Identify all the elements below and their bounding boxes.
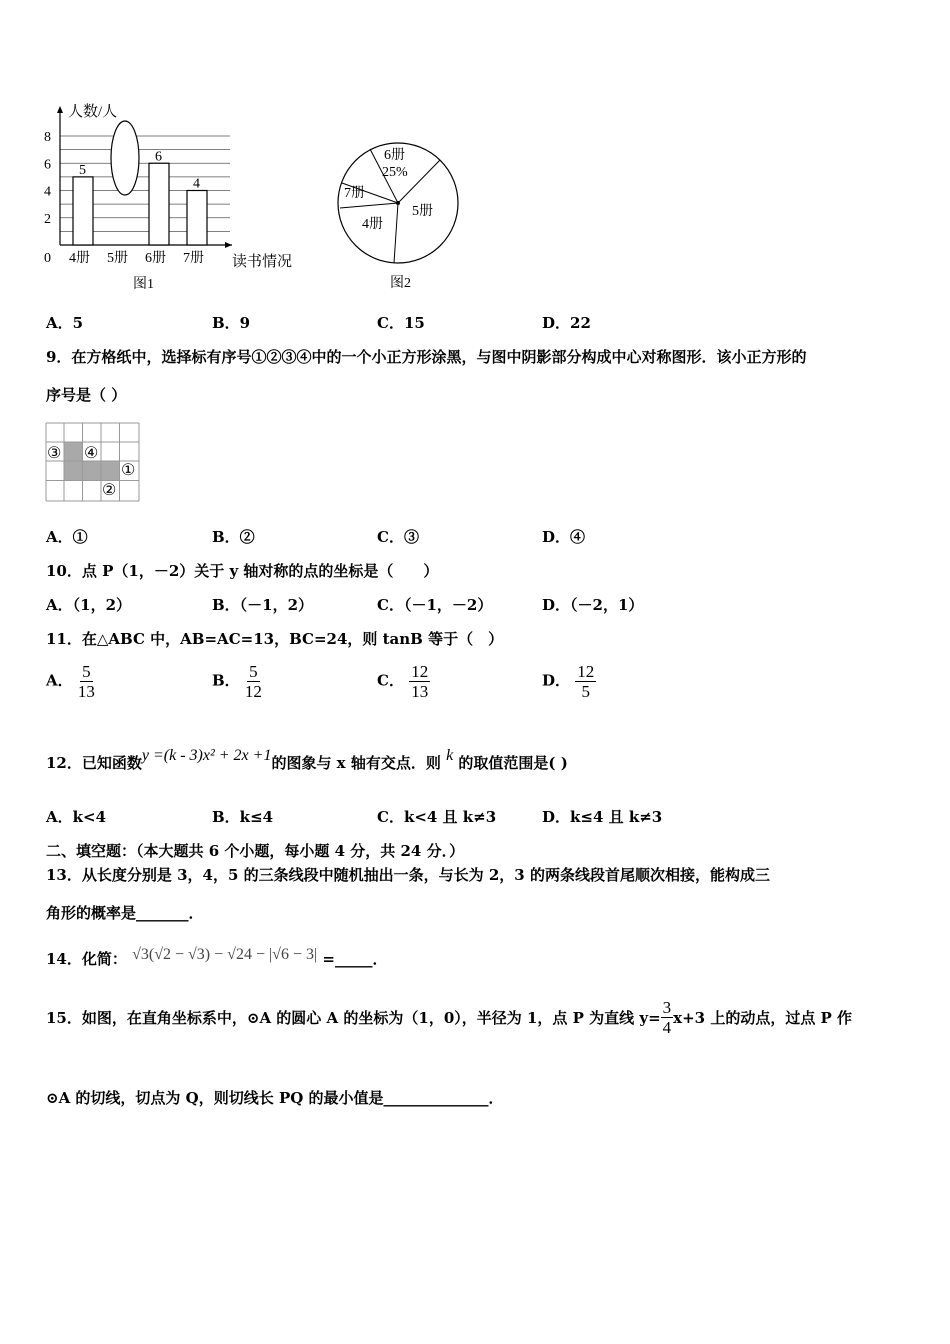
- q8-option-a[interactable]: A．5: [46, 314, 84, 332]
- fraction-numerator: 3: [662, 998, 672, 1017]
- q9-option-c[interactable]: C．③: [377, 528, 419, 546]
- q12-formula: y =(k - 3)x² + 2x +1: [141, 747, 272, 764]
- q10-question: 10．点 P（1，－2）关于 y 轴对称的点的坐标是（ ）: [46, 562, 439, 580]
- pie-label-7: 7册: [344, 186, 365, 201]
- q12-option-d[interactable]: D．k≤4 且 k≠3: [542, 808, 663, 826]
- q14-formula: √3(√2 − √3) − √24 − |√6 − 3|: [132, 946, 318, 963]
- q12-middle: 的图象与 x 轴有交点．则: [271, 754, 441, 772]
- option-letter: B．: [212, 671, 240, 690]
- q14-prefix: 14．化简：: [46, 950, 127, 968]
- x-tick-label: 4册: [69, 251, 90, 266]
- q11-question: 11．在△ABC 中，AB=AC=13，BC=24，则 tanB 等于（ ）: [46, 630, 504, 648]
- q11-option-b[interactable]: [212, 662, 262, 701]
- q13-line-1: 13．从长度分别是 3，4，5 的三条线段中随机抽出一条，与长为 2，3 的两条线段首尾顺次相接，能构成三: [46, 866, 770, 884]
- q11-option-c[interactable]: [377, 662, 430, 701]
- grid-shaded-cell: [64, 442, 83, 462]
- pie-divider: [340, 203, 398, 208]
- pie-label-6: 6册: [384, 148, 405, 163]
- pie-caption: 图2: [390, 276, 411, 291]
- option-letter: C．: [377, 671, 404, 690]
- figure-1: [40, 98, 310, 298]
- q10-option-a[interactable]: A．（1，2）: [46, 596, 132, 614]
- pie-center: [396, 201, 400, 205]
- option-letter: D．: [542, 671, 571, 690]
- bar-chart: [40, 98, 310, 298]
- q10-option-d[interactable]: D．（－2，1）: [542, 596, 644, 614]
- q8-option-c[interactable]: C．15: [377, 314, 425, 332]
- fraction-denominator: 13: [411, 682, 429, 701]
- q11-option-d[interactable]: [542, 662, 596, 701]
- pie-divider: [394, 203, 398, 263]
- figure-2: [330, 135, 470, 295]
- fraction-denominator: 4: [662, 1018, 672, 1037]
- q13-line-2: 角形的概率是_______．: [46, 904, 204, 922]
- q12-suffix: 的取值范围是( ): [458, 754, 568, 772]
- grid-label-2: ②: [102, 482, 117, 499]
- pie-label-5: 5册: [412, 204, 433, 219]
- fraction-numerator: 12: [411, 662, 429, 681]
- grid-shaded-cell: [82, 461, 101, 481]
- q9-line-2: 序号是（ ）: [46, 386, 127, 404]
- q12-option-a[interactable]: A．k<4: [46, 808, 107, 826]
- grid-shaded-cell: [64, 461, 83, 481]
- q10-option-b[interactable]: B．（－1，2）: [212, 596, 314, 614]
- q12-option-b[interactable]: B．k≤4: [212, 808, 274, 826]
- q15-fraction: [661, 998, 674, 1037]
- y-tick-label: 2: [44, 211, 51, 227]
- chart-caption: 图1: [133, 277, 154, 292]
- fraction-denominator: 13: [77, 682, 95, 701]
- bar: [187, 191, 207, 246]
- x-axis-arrow: [225, 242, 232, 248]
- fraction-numerator: 12: [577, 662, 595, 681]
- pie-label-6-pct: 25%: [382, 165, 408, 180]
- fraction: [575, 662, 596, 701]
- q12-option-c[interactable]: C．k<4 且 k≠3: [377, 808, 497, 826]
- q9-option-d[interactable]: D．④: [542, 528, 586, 546]
- fraction: [78, 662, 95, 701]
- q15-line-2: ⊙A 的切线，切点为 Q，则切线长 PQ 的最小值是______________．: [46, 1089, 504, 1107]
- pie-chart: [330, 135, 470, 295]
- x-tick-label: 5册: [107, 251, 128, 266]
- grid-label-4: ④: [84, 445, 99, 462]
- q11-option-a[interactable]: [46, 662, 95, 701]
- fraction-denominator: 12: [244, 682, 262, 701]
- fraction: [409, 662, 430, 701]
- option-letter: A．: [46, 671, 73, 690]
- q9-grid-figure: [45, 422, 140, 502]
- grid-label-1: ①: [121, 462, 136, 479]
- q9-line-1: 9．在方格纸中，选择标有序号①②③④中的一个小正方形涂黑，与图中阴影部分构成中心对称图形．该小正方形的: [46, 348, 807, 366]
- q9-option-a[interactable]: A．①: [46, 528, 88, 546]
- q14-suffix: =_____．: [322, 950, 388, 968]
- fraction: [245, 662, 262, 701]
- pie-label-4: 4册: [362, 217, 383, 232]
- section-heading: 二、填空题：（本大题共 6 个小题，每小题 4 分，共 24 分．）: [46, 842, 465, 860]
- chart-origin: 0: [44, 251, 51, 266]
- chart-xlabel: 读书情况: [232, 254, 293, 270]
- q15-line1-suffix: x+3 上的动点，过点 P 作: [673, 1009, 853, 1027]
- q8-option-b[interactable]: B．9: [212, 314, 251, 332]
- fraction-denominator: 5: [581, 682, 590, 701]
- bar: [149, 163, 169, 245]
- x-tick-label: 6册: [145, 251, 166, 266]
- bar-value-label: 4: [193, 176, 200, 192]
- q9-option-b[interactable]: B．②: [212, 528, 255, 546]
- fraction-numerator: 5: [82, 662, 91, 681]
- q10-option-c[interactable]: C．（－1，－2）: [377, 596, 493, 614]
- bar-value-label: 6: [155, 149, 162, 165]
- bar-value-label: 5: [79, 162, 86, 178]
- y-tick-label: 8: [44, 130, 51, 145]
- chart-ylabel: 人数/人: [68, 104, 118, 120]
- bar: [73, 177, 93, 245]
- x-tick-label: 7册: [183, 251, 204, 266]
- fraction-numerator: 5: [249, 662, 258, 681]
- q8-option-d[interactable]: D．22: [542, 314, 591, 332]
- q12-question: [46, 747, 568, 773]
- y-axis-arrow: [57, 106, 63, 113]
- cover-ellipse: [111, 121, 139, 195]
- grid-label-3: ③: [47, 445, 62, 462]
- q12-k: k: [446, 747, 454, 764]
- q15-line-1: [46, 998, 852, 1037]
- y-tick-label: 6: [44, 157, 51, 173]
- q14-question: [46, 948, 387, 969]
- y-tick-label: 4: [44, 184, 51, 200]
- q12-prefix: 12．已知函数: [46, 754, 142, 772]
- q15-line1-prefix: 15．如图，在直角坐标系中，⊙A 的圆心 A 的坐标为（1，0），半径为 1，点 P 为直线 y=: [46, 1009, 661, 1027]
- grid-shaded-cell: [101, 461, 120, 481]
